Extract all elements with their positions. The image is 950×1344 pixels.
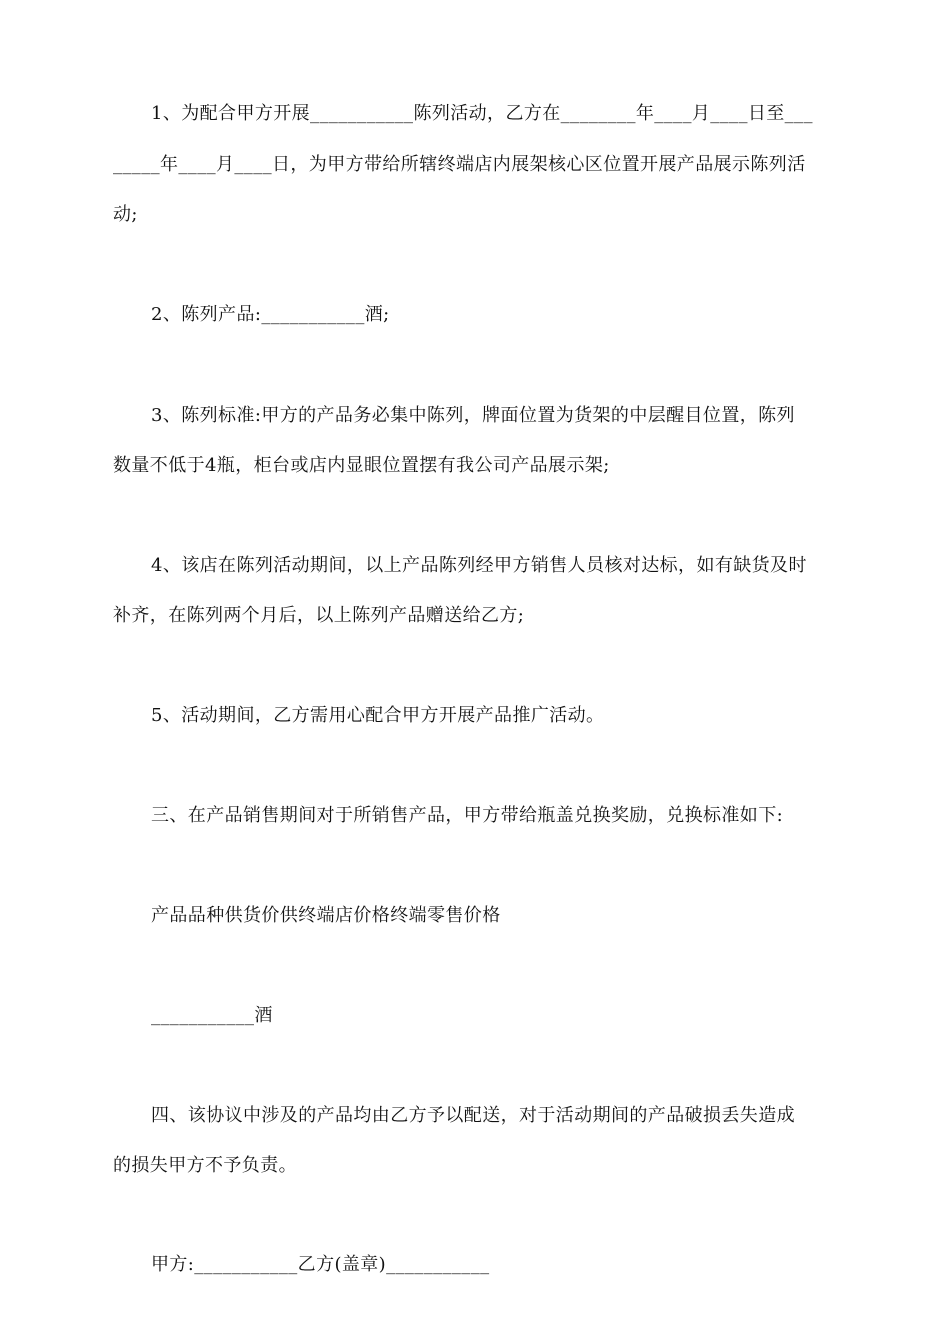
table-row-line: ___________酒 [151,1005,273,1026]
clause-1-line-2: _____年____月____日，为甲方带给所辖终端店内展架核心区位置开展产品展示陈列活 [113,154,806,175]
table-header-line: 产品品种供货价供终端店价格终端零售价格 [151,905,501,926]
clause-3-line-2: 数量不低于4瓶，柜台或店内显眼位置摆有我公司产品展示架; [113,455,610,476]
section-3-line-1: 三、在产品销售期间对于所销售产品，甲方带给瓶盖兑换奖励，兑换标准如下: [151,805,784,826]
clause-2-line-1: 2、陈列产品:___________酒; [151,304,390,325]
clause-5-line-1: 5、活动期间，乙方需用心配合甲方开展产品推广活动。 [151,705,605,726]
signature-line: 甲方:___________乙方(盖章)___________ [151,1254,490,1275]
section-4-line-1: 四、该协议中涉及的产品均由乙方予以配送，对于活动期间的产品破损丢失造成 [151,1105,795,1126]
document-page [113,0,838,1344]
clause-4-line-2: 补齐，在陈列两个月后，以上陈列产品赠送给乙方; [113,605,525,626]
clause-4-line-1: 4、该店在陈列活动期间，以上产品陈列经甲方销售人员核对达标，如有缺货及时 [151,555,807,576]
section-4-line-2: 的损失甲方不予负责。 [113,1155,297,1176]
clause-3-line-1: 3、陈列标准:甲方的产品务必集中陈列，牌面位置为货架的中层醒目位置，陈列 [151,405,795,426]
clause-1-line-1: 1、为配合甲方开展___________陈列活动，乙方在________年____月____日至___ [151,103,813,124]
clause-1-line-3: 动; [113,204,138,225]
